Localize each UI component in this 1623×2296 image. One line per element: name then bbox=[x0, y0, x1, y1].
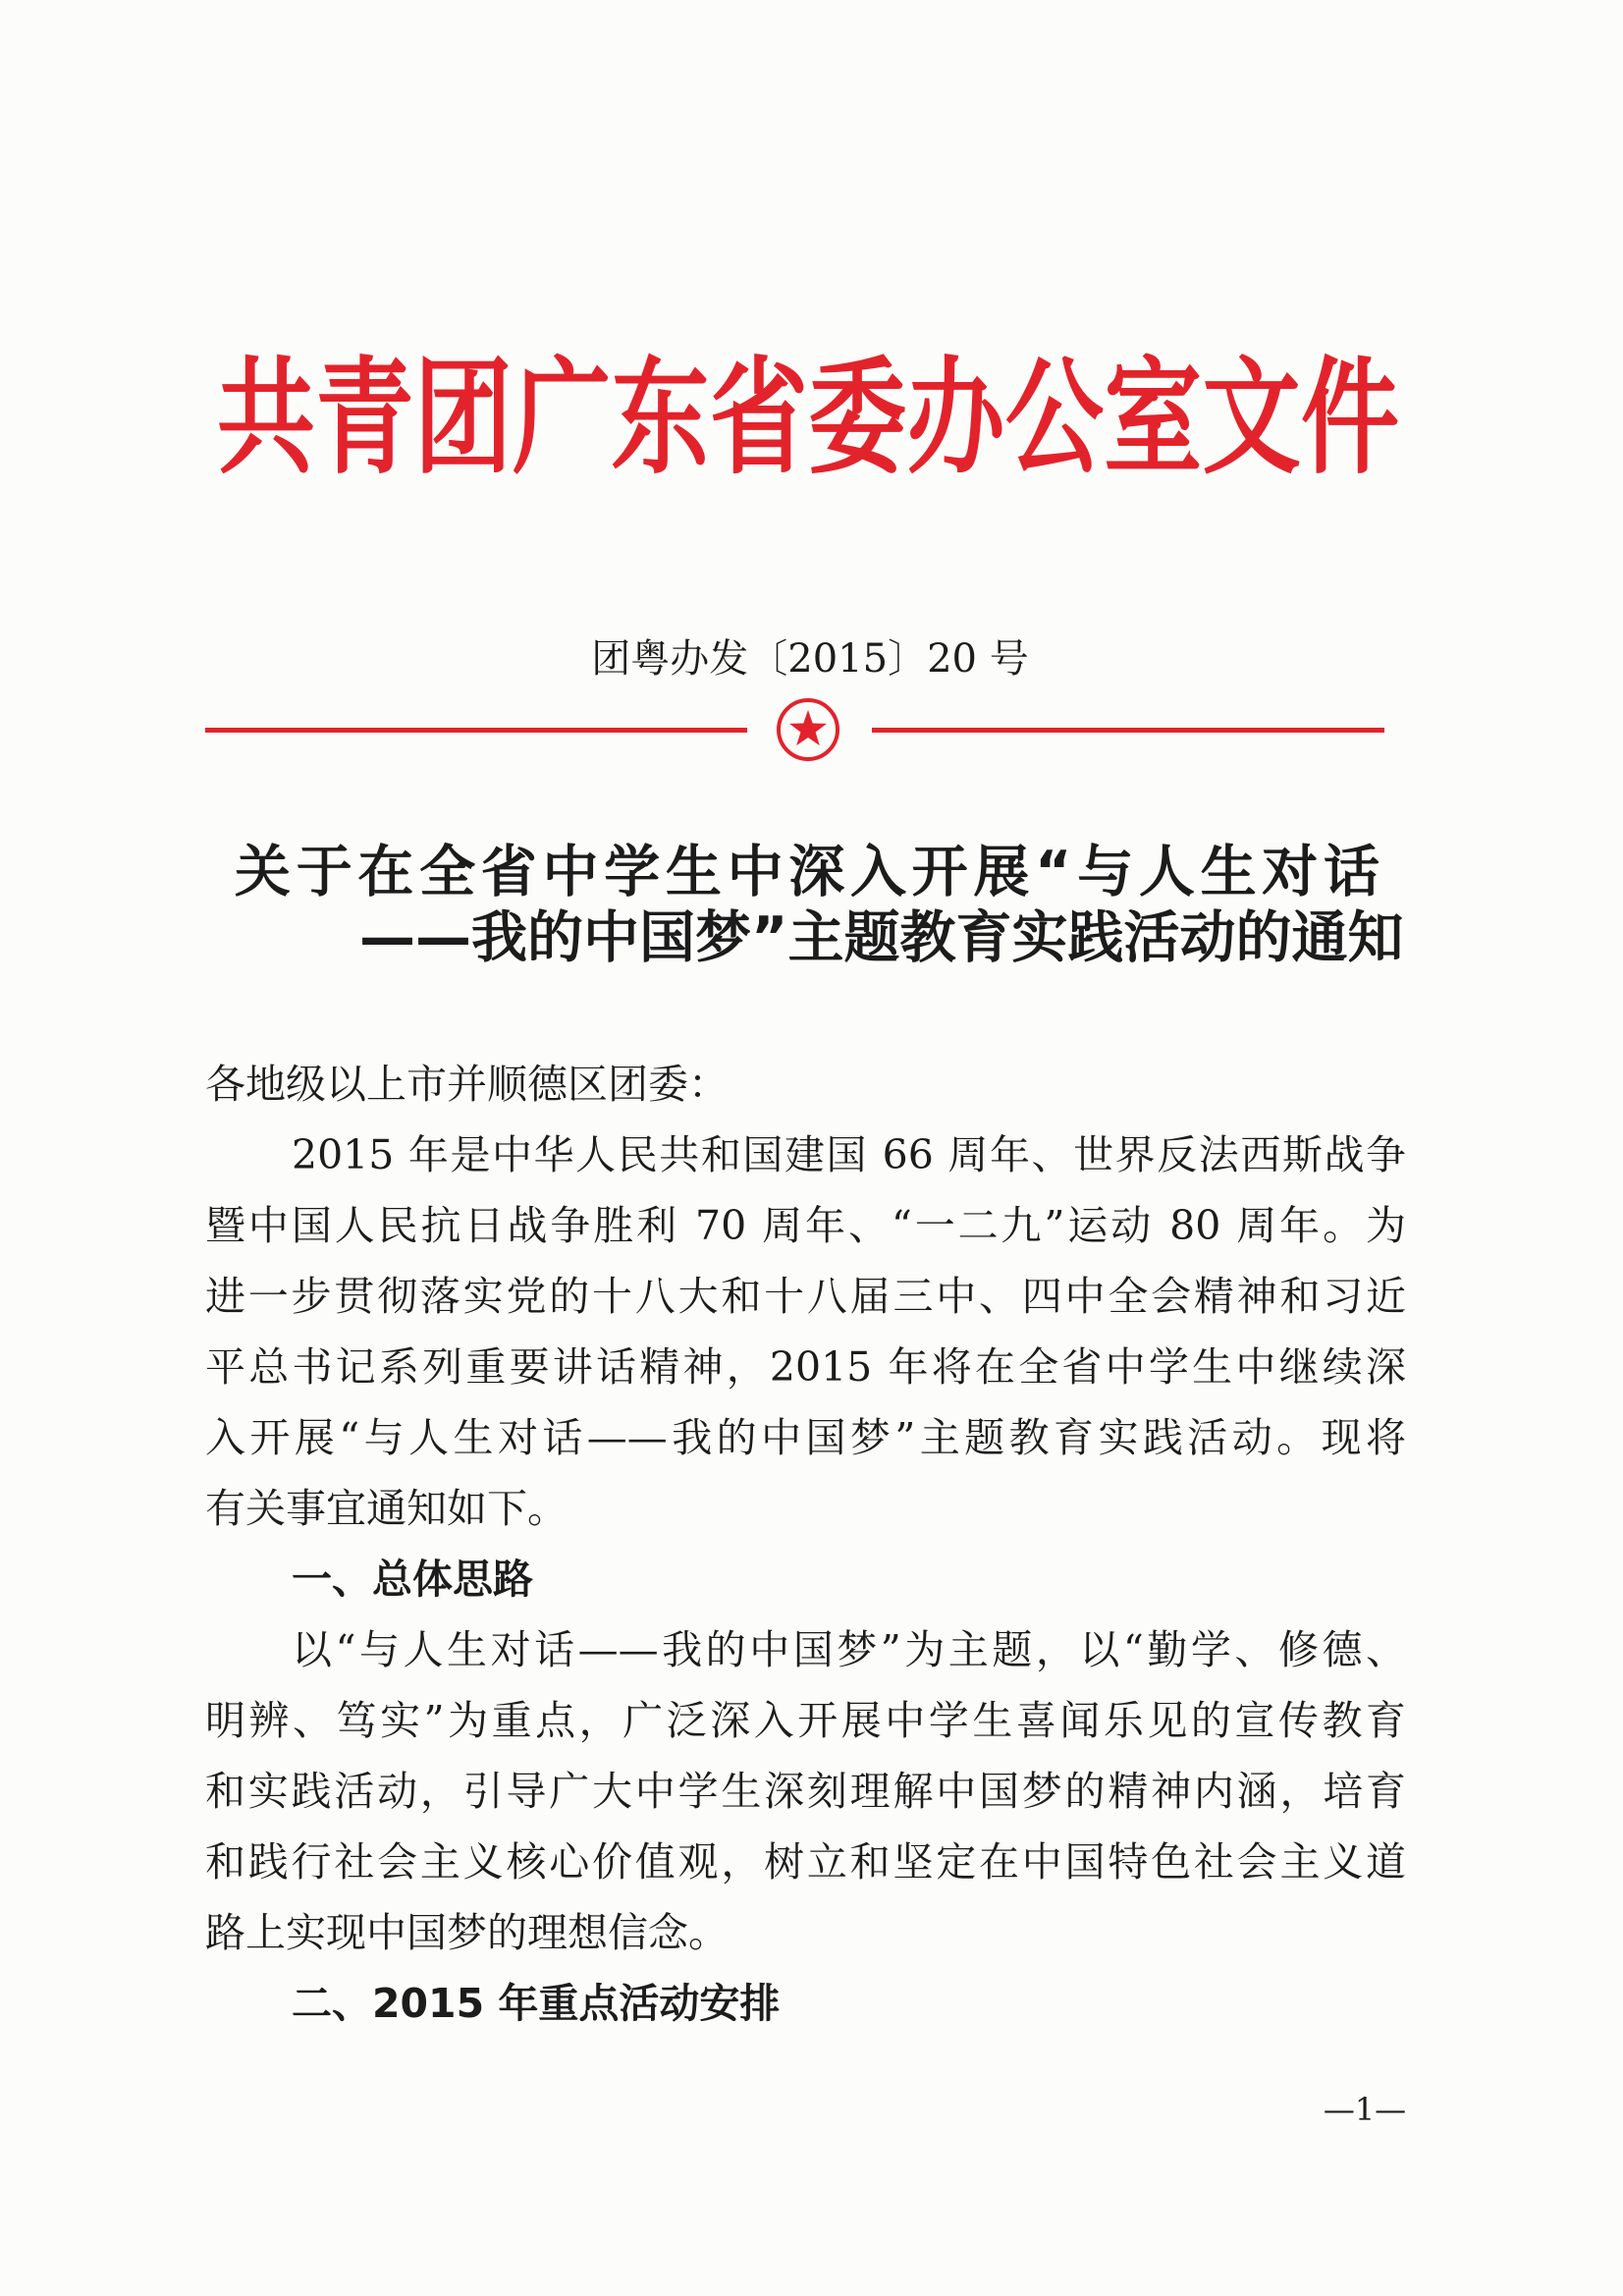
paragraph2-line: 以“与人生对话——我的中国梦”为主题，以“勤学、修德、 bbox=[292, 1626, 1406, 1673]
paragraph2-line: 路上实现中国梦的理想信念。 bbox=[205, 1909, 729, 1956]
document-body bbox=[205, 1049, 1406, 2039]
paragraph2-line: 明辨、笃实”为重点，广泛深入开展中学生喜闻乐见的宣传教育 bbox=[205, 1697, 1406, 1744]
section2-heading: 二、2015 年重点活动安排 bbox=[292, 1980, 781, 2027]
document-header-title: 共青团广东省委办公室文件 bbox=[217, 344, 1399, 492]
paragraph1-line: 进一步贯彻落实党的十八大和十八届三中、四中全会精神和习近 bbox=[205, 1273, 1406, 1320]
paragraph2-line: 和实践活动，引导广大中学生深刻理解中国梦的精神内涵，培育 bbox=[205, 1768, 1406, 1815]
paragraph1-line: 平总书记系列重要讲话精神，2015 年将在全省中学生中继续深 bbox=[205, 1343, 1406, 1391]
paragraph1-line: 2015 年是中华人民共和国建国 66 周年、世界反法西斯战争 bbox=[292, 1131, 1406, 1178]
red-rule-left bbox=[205, 728, 747, 733]
notice-title-line-2: ——我的中国梦”主题教育实践活动的通知 bbox=[359, 905, 1404, 970]
paragraph1-line: 入开展“与人生对话——我的中国梦”主题教育实践活动。现将 bbox=[205, 1414, 1406, 1461]
star-emblem-icon bbox=[774, 695, 842, 764]
red-rule-right bbox=[872, 728, 1384, 733]
paragraph1-line: 暨中国人民抗日战争胜利 70 周年、“一二九”运动 80 周年。为 bbox=[205, 1202, 1406, 1249]
paragraph2-line: 和践行社会主义核心价值观，树立和坚定在中国特色社会主义道 bbox=[205, 1838, 1406, 1886]
notice-title-line-1: 关于在全省中学生中深入开展“与人生对话 bbox=[235, 840, 1380, 904]
salutation: 各地级以上市并顺德区团委： bbox=[205, 1061, 729, 1108]
section1-heading: 一、总体思路 bbox=[292, 1556, 533, 1603]
page-number: —1— bbox=[1323, 2091, 1407, 2128]
document-number: 团粤办发〔2015〕20 号 bbox=[591, 636, 1029, 682]
paragraph1-line: 有关事宜通知如下。 bbox=[205, 1485, 568, 1532]
